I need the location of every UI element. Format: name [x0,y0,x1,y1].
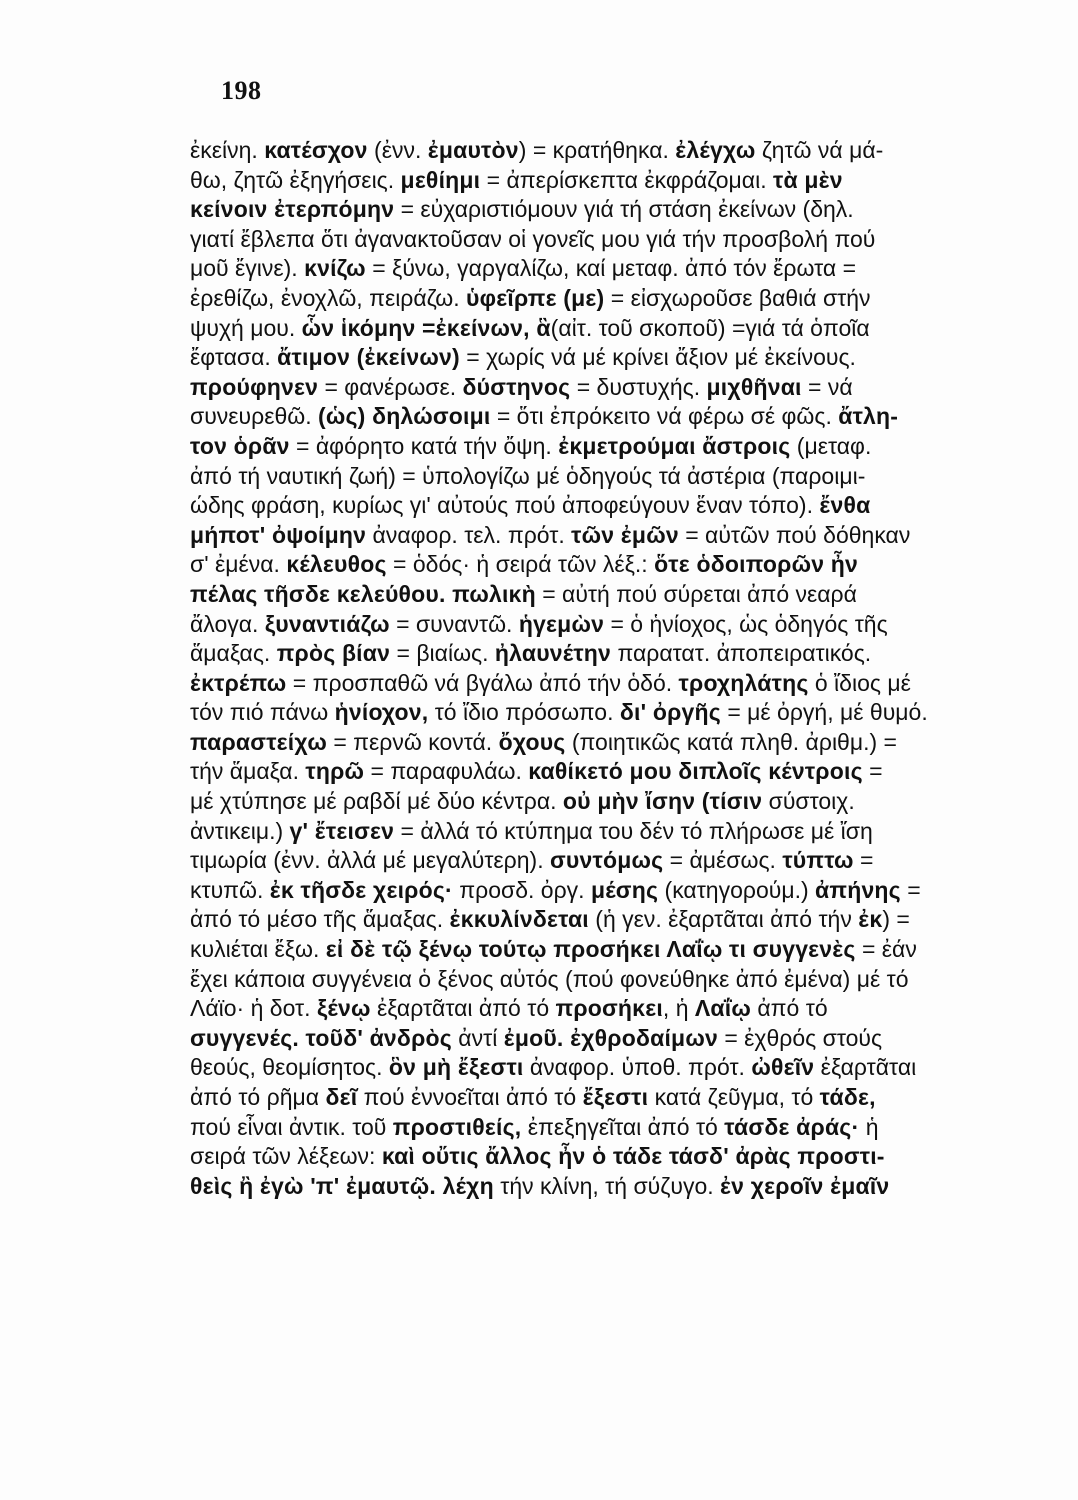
lemma-bold: ξένῳ [316,995,371,1022]
text-line [190,1053,1040,1083]
lemma-bold: ξυναντιάζω [264,610,390,637]
text-line [190,462,1040,492]
lemma-bold: ἀπήνης [815,876,901,903]
page-number: 198 [221,76,262,105]
lemma-bold: μέσης [590,876,659,903]
gloss-text: ψυχή μου. [190,314,302,341]
lemma-bold: ὄχους [498,728,566,755]
lemma-bold: μεθίημι [400,166,481,193]
gloss-text: κατά ζεῦγμα, τό [648,1084,820,1110]
gloss-text: ἐκείνη. [190,137,265,163]
gloss-text: σειρά τῶν λέξεων: [190,1143,382,1170]
lemma-bold: δεῖ [325,1084,358,1110]
text-line [190,994,1040,1024]
gloss-text: = ἀπερίσκεπτα ἐκφράζομαι. [480,166,773,193]
text-line [190,225,1040,255]
gloss-text: (αἰτ. τοῦ σκοποῦ) =γιά τά ὁποῖα [550,314,870,341]
lemma-bold: ὃν μὴ ἔξεστι [388,1054,524,1081]
gloss-text: ἅμαξας. [190,640,277,667]
lemma-bold: προστιθείς, [392,1113,522,1140]
gloss-text: = ξύνω, γαργαλίζω, καί μεταφ. ἀπό τόν ἔρωτα = [365,255,856,282]
lemma-bold: παραστείχω [190,728,327,755]
lemma-bold: ἐλέγχω [675,137,756,163]
text-line [190,965,1040,995]
gloss-text: ἐρεθίζω, ἐνοχλῶ, πειράζω. [190,284,467,311]
lemma-bold: γ' ἔτεισεν [289,817,395,844]
gloss-text: = [900,876,921,903]
lemma-bold: ἔνθα [819,492,871,519]
gloss-text: ἀπό τό μέσο τῆς ἅμαξας. [190,906,450,933]
text-line [190,639,1040,669]
text-line [190,195,1040,225]
gloss-text: ζητῶ νά μά- [755,137,884,163]
commentary-text [190,136,1040,1201]
lemma-bold: τροχηλάτης [678,669,809,696]
gloss-text: ἔχει κάποια συγγένεια ὁ ξένος αὐτός (πού φονεύθηκε ἀπό ἐμένα) μέ τό [190,965,909,992]
gloss-text: = παραφυλάω. [364,758,529,785]
lemma-bold: τηρῶ [305,758,365,785]
lemma-bold: κείνοιν ἐτερπόμην [190,196,395,223]
lemma-bold: συντόμως [550,847,664,874]
text-line [190,1172,1040,1202]
gloss-text: = δυστυχής. [570,373,707,400]
lemma-bold: ἐκκυλίνδεται [449,906,589,933]
text-line [190,491,1040,521]
lemma-bold: ὠθεῖν [751,1054,815,1081]
lemma-bold: προσήκει [555,995,663,1022]
gloss-text: τιμωρία (ἐνν. ἀλλά μέ μεγαλύτερη). [190,847,550,874]
gloss-text: μέ χτύπησε μέ ραβδί μέ δύο κέντρα. [190,788,563,815]
text-line [190,1142,1040,1172]
gloss-text: = φανέρωσε. [318,373,463,400]
lemma-bold: μιχθῆναι [706,373,802,400]
lemma-bold: ἠλαυνέτην [494,640,612,667]
gloss-text: ἀναφορ. τελ. πρότ. [366,521,572,548]
text-line [190,136,1040,166]
gloss-text: κυλιέται ἔξω. [190,936,326,963]
lemma-bold: συγγενές. τοῦδ' ἀνδρὸς [190,1024,452,1051]
lemma-bold: ὧν ἱκόμην =ἐκείνων, ἃ [301,314,551,341]
text-line [190,935,1040,965]
gloss-text: (ἡ γεν. ἐξαρτᾶται ἀπό τήν [588,906,859,933]
gloss-text: = νά [801,373,853,400]
text-line [190,550,1040,580]
text-line [190,373,1040,403]
text-line [190,610,1040,640]
gloss-text: , ἡ [662,995,695,1022]
gloss-text: ἀπό τή ναυτική ζωή) = ὑπολογίζω μέ ὁδηγούς τά ἀστέρια (παροιμι- [190,462,866,489]
lemma-bold: τάσδε ἀράς· [724,1113,860,1140]
lemma-bold: καὶ οὔτις ἄλλος ἦν ὁ τάδε τάσδ' ἀρὰς προστι- [381,1143,885,1170]
lemma-bold: μήποτ' ὀψοίμην [190,521,367,548]
gloss-text: πού εἶναι ἀντικ. τοῦ [190,1113,393,1140]
lemma-bold: πρὸς βίαν [276,640,391,667]
gloss-text: = περνῶ κοντά. [326,728,499,755]
text-line [190,284,1040,314]
gloss-text: συνευρεθῶ. [190,403,318,430]
gloss-text: ἀντί [451,1024,504,1051]
lemma-bold: (ὡς) δηλώσοιμι [317,403,491,430]
gloss-text: = ὅτι ἐπρόκειτο νά φέρω σέ φῶς. [490,403,839,430]
gloss-text: ὁ ἴδιος μέ [808,669,911,696]
text-line [190,846,1040,876]
lemma-bold: ἐν χεροῖν ἐμαῖν [720,1172,890,1199]
text-line [190,1113,1040,1143]
gloss-text: = συναντῶ. [389,610,519,637]
gloss-text: σ' ἐμένα. [190,551,287,578]
text-line [190,166,1040,196]
lemma-bold: καθίκετό μου διπλοῖς κέντροις [528,758,863,785]
gloss-text: γιατί ἔβλεπα ὅτι ἀγανακτοῦσαν οἱ γονεῖς μου γιά τήν προσβολή πού [190,225,876,252]
gloss-text: ἀπό τό ρῆμα [190,1084,326,1110]
lemma-bold: ἐμαυτὸν [427,137,519,163]
gloss-text: ἡ [859,1113,879,1140]
lemma-bold: τον ὁρᾶν [190,432,290,459]
lemma-bold: τάδε, [819,1084,876,1110]
text-line [190,876,1040,906]
lemma-bold: Λαΐῳ [694,995,751,1022]
lemma-bold: ἐκτρέπω [190,669,287,696]
lemma-bold: προύφηνεν [190,373,319,400]
gloss-text: μοῦ ἔγινε). [190,255,305,282]
lemma-bold: ὅτε ὁδοιπορῶν ἦν [654,551,859,578]
gloss-text: ἄλογα. [190,610,265,637]
gloss-text: = προσπαθῶ νά βγάλω ἀπό τήν ὁδό. [286,669,679,696]
lemma-bold: ἐκ [858,906,883,933]
gloss-text: = ἀλλά τό κτύπημα του δέν τό πλήρωσε μέ ἴση [394,817,873,844]
gloss-text: (ἐνν. [367,137,428,163]
text-line [190,817,1040,847]
text-line [190,521,1040,551]
gloss-text: σύστοιχ. [762,788,855,815]
lemma-bold: τύπτω [782,847,854,874]
lemma-bold: δι' ὀργῆς [619,699,721,726]
gloss-text: (κατηγορούμ.) [658,876,816,903]
gloss-text: = ἀφόρητο κατά τήν ὄψη. [289,432,559,459]
gloss-text: θω, ζητῶ ἐξηγήσεις. [190,166,401,193]
lemma-bold: κνίζω [304,255,366,282]
gloss-text: κτυπῶ. [190,876,270,903]
lemma-bold: οὐ μὴν ἴσην (τίσιν [562,788,763,815]
gloss-text: = ἀμέσως. [663,847,783,874]
lemma-bold: ἄτλη- [838,403,899,430]
text-line [190,314,1040,344]
gloss-text: ) = [882,906,910,933]
text-line [190,432,1040,462]
text-line [190,905,1040,935]
lemma-bold: ἐκ τῆσδε χειρός· [269,876,453,903]
gloss-text: ἀπό τό [751,995,828,1022]
text-line [190,698,1040,728]
gloss-text: θεούς, θεομίσητος. [190,1054,389,1081]
gloss-text: πού ἐννοεῖται ἀπό τό [357,1084,583,1110]
gloss-text: ἐπεξηγεῖται ἀπό τό [521,1113,725,1140]
text-line [190,787,1040,817]
lemma-bold: τῶν ἐμῶν [571,521,679,548]
gloss-text: = χωρίς νά μέ κρίνει ἄξιον μέ ἐκείνους. [459,344,856,371]
gloss-text: ἀντικειμ.) [190,817,290,844]
gloss-text: = βιαίως. [390,640,495,667]
gloss-text: = εὐχαριστιόμουν γιά τή στάση ἐκείνων (δηλ. [394,196,854,223]
gloss-text: = αὐτῶν πού δόθηκαν [678,521,911,548]
lemma-bold: ἄτιμον (ἐκείνων) [277,344,460,371]
gloss-text: = εἰσχωροῦσε βαθιά στήν [604,284,871,311]
gloss-text: παρατατ. ἀποπειρατικός. [611,640,872,667]
gloss-text: τό ἴδιο πρόσωπο. [428,699,620,726]
text-line [190,254,1040,284]
lemma-bold: ἡγεμὼν [518,610,605,637]
lemma-bold: ὑφεῖρπε (με) [466,284,605,311]
gloss-text: Λάϊο· ἡ δοτ. [190,995,317,1022]
text-line [190,669,1040,699]
gloss-text: = ἐχθρός στούς [717,1024,883,1051]
lemma-bold: ἐμοῦ. ἐχθροδαίμων [503,1024,718,1051]
gloss-text: = ὁ ἡνίοχος, ὡς ὁδηγός τῆς [604,610,888,637]
lemma-bold: εἰ δὲ τῷ ξένῳ τούτῳ προσήκει Λαΐῳ τι συγγενὲς [325,936,856,963]
gloss-text: ώδης φράση, κυρίως γι' αὐτούς πού ἀποφεύγουν ἕναν τόπο). [190,492,820,519]
gloss-text: ἐξαρτᾶται ἀπό τό [370,995,556,1022]
lemma-bold: ἡνίοχον, [334,699,429,726]
lemma-bold: τὰ μὲν [772,166,843,193]
text-line [190,343,1040,373]
text-line [190,728,1040,758]
gloss-text: ) = κρατήθηκα. [518,137,676,163]
lemma-bold: πέλας τῆσδε κελεύθου. πωλικὴ [190,580,536,607]
text-line [190,580,1040,610]
text-line [190,402,1040,432]
gloss-text: = αὐτή πού σύρεται ἀπό νεαρά [535,580,857,607]
gloss-text: = μέ ὀργή, μέ θυμό. [720,699,928,726]
gloss-text: = ἐάν [855,936,917,963]
gloss-text: (μεταφ. [790,432,872,459]
gloss-text: = [862,758,883,785]
text-line [190,1083,1040,1113]
gloss-text: τήν ἅμαξα. [190,758,306,785]
gloss-text: (ποιητικῶς κατά πληθ. ἀριθμ.) = [565,728,897,755]
gloss-text: ἀναφορ. ὑποθ. πρότ. [523,1054,752,1081]
lemma-bold: κατέσχον [264,137,368,163]
gloss-text: ἐξαρτᾶται [814,1054,917,1081]
gloss-text: προσδ. ὀργ. [452,876,591,903]
gloss-text: τόν πιό πάνω [190,699,335,726]
lemma-bold: κέλευθος [286,551,387,578]
gloss-text: = ὁδός· ἡ σειρά τῶν λέξ.: [386,551,655,578]
lemma-bold: ἔξεστι [582,1084,649,1110]
lemma-bold: δύστηνος [462,373,571,400]
gloss-text: = [853,847,874,874]
lemma-bold: ἐκμετρούμαι ἄστροις [558,432,791,459]
gloss-text: τήν κλίνη, τή σύζυγο. [493,1172,721,1199]
text-line [190,1024,1040,1054]
text-line [190,757,1040,787]
gloss-text: ἔφτασα. [190,344,278,371]
lemma-bold: θεὶς ἢ ἐγὼ 'π' ἐμαυτῷ. λέχη [190,1172,494,1199]
